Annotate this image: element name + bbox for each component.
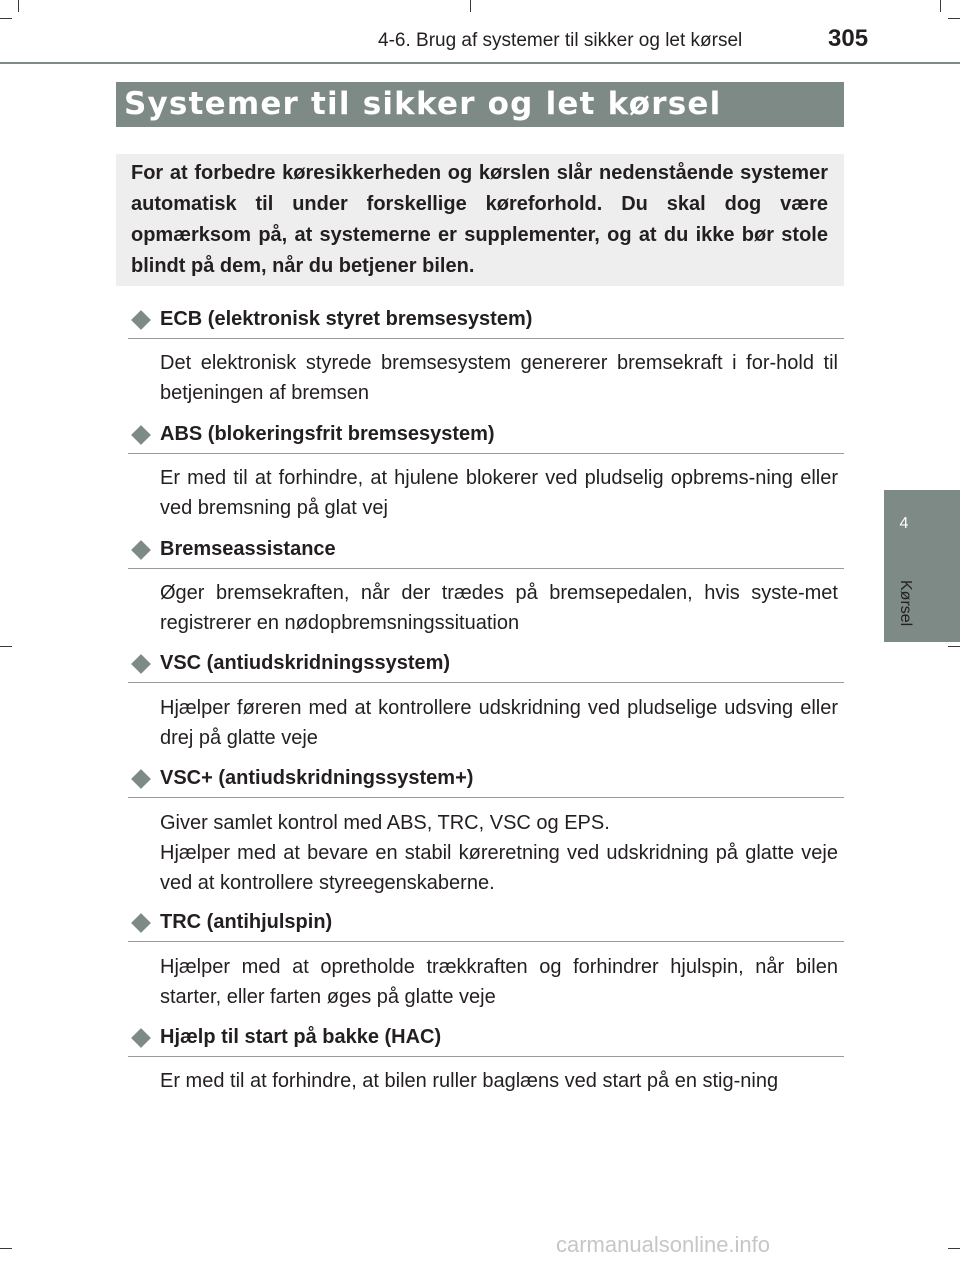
item-title: ECB (elektronisk styret bremsesystem)	[160, 308, 533, 330]
item-text: Hjælper føreren med at kontrollere udskridning ved pludselige udsving eller drej på glatte veje	[160, 697, 838, 749]
crop-mark	[948, 1248, 960, 1249]
item-heading	[128, 423, 844, 454]
item-heading	[128, 308, 844, 339]
item-description	[160, 952, 838, 1012]
diamond-bullet-icon	[131, 310, 151, 330]
item-description	[160, 463, 838, 523]
item-title: TRC (antihjulspin)	[160, 911, 333, 933]
item-description	[160, 693, 838, 753]
item-text: Hjælper med at opretholde trækkraften og forhindrer hjulspin, når bilen starter, eller farten øges på glatte veje	[160, 956, 838, 1008]
item-text: Det elektronisk styrede bremsesystem genererer bremsekraft i for-hold til betjeningen af bremsen	[160, 352, 838, 404]
item-heading	[128, 538, 844, 569]
header-rule	[0, 62, 960, 64]
item-text: Er med til at forhindre, at hjulene blokerer ved pludselig opbrems-ning eller ved bremsning på glat vej	[160, 467, 838, 519]
intro-text: For at forbedre køresikkerheden og kørslen slår nedenstående systemer automatisk til under forskellige køreforhold. Du skal dog være opmærksom på, at systemerne er supplementer, og at du ikke bør stole blindt på dem, når du betjener bilen.	[131, 162, 828, 277]
chapter-tab-number: 4	[899, 515, 909, 532]
item-heading	[128, 767, 844, 798]
item-description	[160, 348, 838, 408]
item-title: VSC+ (antiudskridningssystem+)	[160, 767, 474, 789]
item-title: Hjælp til start på bakke (HAC)	[160, 1026, 442, 1048]
item-heading	[128, 911, 844, 942]
page-number: 305	[828, 25, 869, 52]
diamond-bullet-icon	[131, 654, 151, 674]
diamond-bullet-icon	[131, 1028, 151, 1048]
watermark: carmanualsonline.info	[556, 1232, 771, 1257]
item-title: Bremseassistance	[160, 538, 336, 560]
chapter-tab-label: Kørsel	[897, 580, 914, 627]
crop-mark	[0, 646, 12, 647]
item-heading	[128, 1026, 844, 1057]
item-text: Er med til at forhindre, at bilen ruller baglæns ved start på en stig-ning	[160, 1070, 779, 1092]
item-title: ABS (blokeringsfrit bremsesystem)	[160, 423, 495, 445]
section-title-banner	[116, 82, 844, 127]
item-text: Øger bremsekraften, når der trædes på bremsepedalen, hvis syste-met registrerer en nødopbremsningssituation	[160, 582, 838, 634]
diamond-bullet-icon	[131, 913, 151, 933]
section-title: Systemer til sikker og let kørsel	[124, 86, 722, 122]
crop-mark	[0, 1248, 12, 1249]
crop-mark	[948, 646, 960, 647]
item-description	[160, 578, 838, 638]
item-title: VSC (antiudskridningssystem)	[160, 652, 451, 674]
diamond-bullet-icon	[131, 425, 151, 445]
item-description	[160, 1066, 838, 1096]
item-text: Hjælper med at bevare en stabil køreretning ved udskridning på glatte veje ved at kontrollere styreegenskaberne.	[160, 842, 838, 894]
diamond-bullet-icon	[131, 769, 151, 789]
item-description	[160, 808, 838, 898]
item-text: Giver samlet kontrol med ABS, TRC, VSC og EPS.	[160, 812, 610, 834]
running-header	[0, 0, 960, 64]
item-heading	[128, 652, 844, 683]
diamond-bullet-icon	[131, 540, 151, 560]
running-title: 4-6. Brug af systemer til sikker og let kørsel	[378, 30, 743, 51]
intro-box	[116, 154, 844, 286]
